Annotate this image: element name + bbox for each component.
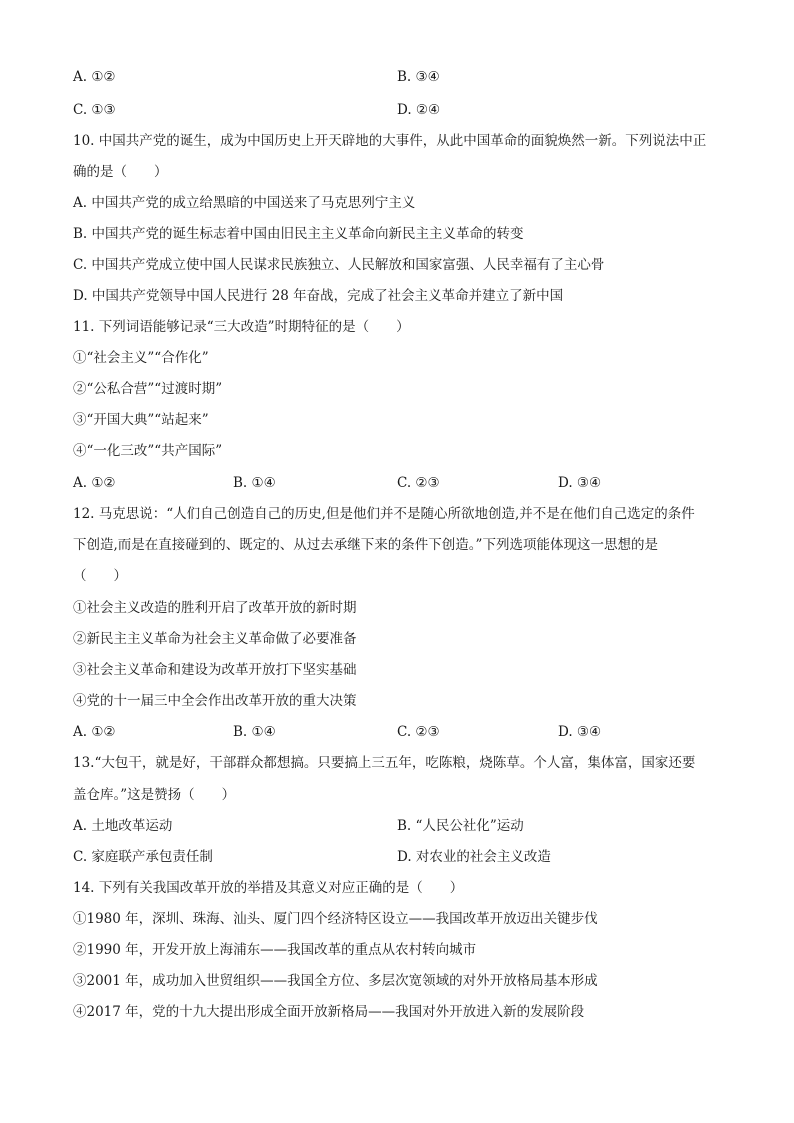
q10-option-c: C. 中国共产党成立使中国人民谋求民族独立、人民解放和国家富强、人民幸福有了主心骨 <box>73 257 605 273</box>
q12-option-c: C. ②③ <box>397 724 440 740</box>
q13-stem-line2: 盖仓库。”这是赞扬（ ） <box>73 787 236 803</box>
q12-item-1: ①社会主义改造的胜利开启了改革开放的新时期 <box>73 600 357 616</box>
q10-option-a: A. 中国共产党的成立给黑暗的中国送来了马克思列宁主义 <box>73 195 416 211</box>
q11-item-2: ②“公私合营”“过渡时期” <box>73 381 223 397</box>
q13-option-a: A. 土地改革运动 <box>73 818 173 834</box>
q12-option-b: B. ①④ <box>233 724 276 740</box>
q12-item-3: ③社会主义革命和建设为改革开放打下坚实基础 <box>73 662 357 678</box>
q14-item-1: ①1980 年，深圳、珠海、汕头、厦门四个经济特区设立——我国改革开放迈出关键步伐 <box>73 911 598 927</box>
q11-item-3: ③“开国大典”“站起来” <box>73 412 209 428</box>
q12-option-a: A. ①② <box>73 724 116 740</box>
q11-stem: 11. 下列词语能够记录“三大改造”时期特征的是（ ） <box>73 319 410 335</box>
q13-option-b: B. “人民公社化”运动 <box>397 818 524 834</box>
q9-option-d: D. ②④ <box>397 102 441 118</box>
q14-stem: 14. 下列有关我国改革开放的举措及其意义对应正确的是（ ） <box>73 880 464 896</box>
q12-stem-line2: 下创造,而是在直接碰到的、既定的、从过去承继下来的条件下创造。”下列选项能体现这一思想的是 <box>73 537 658 553</box>
q11-option-d: D. ③④ <box>558 475 602 491</box>
q9-option-b: B. ③④ <box>397 69 440 85</box>
q10-stem-line2: 确的是（ ） <box>73 164 168 180</box>
q11-option-c: C. ②③ <box>397 475 440 491</box>
q11-item-1: ①“社会主义”“合作化” <box>73 350 209 366</box>
q12-item-4: ④党的十一届三中全会作出改革开放的重大决策 <box>73 693 357 709</box>
q9-option-a: A. ①② <box>73 69 116 85</box>
q14-item-2: ②1990 年，开发开放上海浦东——我国改革的重点从农村转向城市 <box>73 942 477 958</box>
q14-item-4: ④2017 年，党的十九大提出形成全面开放新格局——我国对外开放进入新的发展阶段 <box>73 1004 585 1020</box>
q11-item-4: ④“一化三改”“共产国际” <box>73 443 223 459</box>
q12-stem-line1: 12. 马克思说：“人们自己创造自己的历史,但是他们并不是随心所欲地创造,并不是在他们自己选定的条件 <box>73 506 695 522</box>
q10-option-b: B. 中国共产党的诞生标志着中国由旧民主主义革命向新民主主义革命的转变 <box>73 226 524 242</box>
q9-option-c: C. ①③ <box>73 102 116 118</box>
q12-option-d: D. ③④ <box>558 724 602 740</box>
q11-option-b: B. ①④ <box>233 475 276 491</box>
q11-option-a: A. ①② <box>73 475 116 491</box>
q13-stem-line1: 13.“大包干，就是好，干部群众都想搞。只要搞上三五年，吃陈粮，烧陈草。个人富，集体富，国家还要 <box>73 755 696 771</box>
q10-option-d: D. 中国共产党领导中国人民进行 28 年奋战，完成了社会主义革命并建立了新中国 <box>73 288 564 304</box>
q12-item-2: ②新民主主义革命为社会主义革命做了必要准备 <box>73 631 357 647</box>
q13-option-d: D. 对农业的社会主义改造 <box>397 849 551 865</box>
q10-stem-line1: 10. 中国共产党的诞生，成为中国历史上开天辟地的大事件，从此中国革命的面貌焕然一新。下列说法中正 <box>73 133 707 149</box>
q12-stem-line3: （ ） <box>73 568 127 584</box>
q14-item-3: ③2001 年，成功加入世贸组织——我国全方位、多层次宽领域的对外开放格局基本形成 <box>73 973 598 989</box>
q13-option-c: C. 家庭联产承包责任制 <box>73 849 213 865</box>
